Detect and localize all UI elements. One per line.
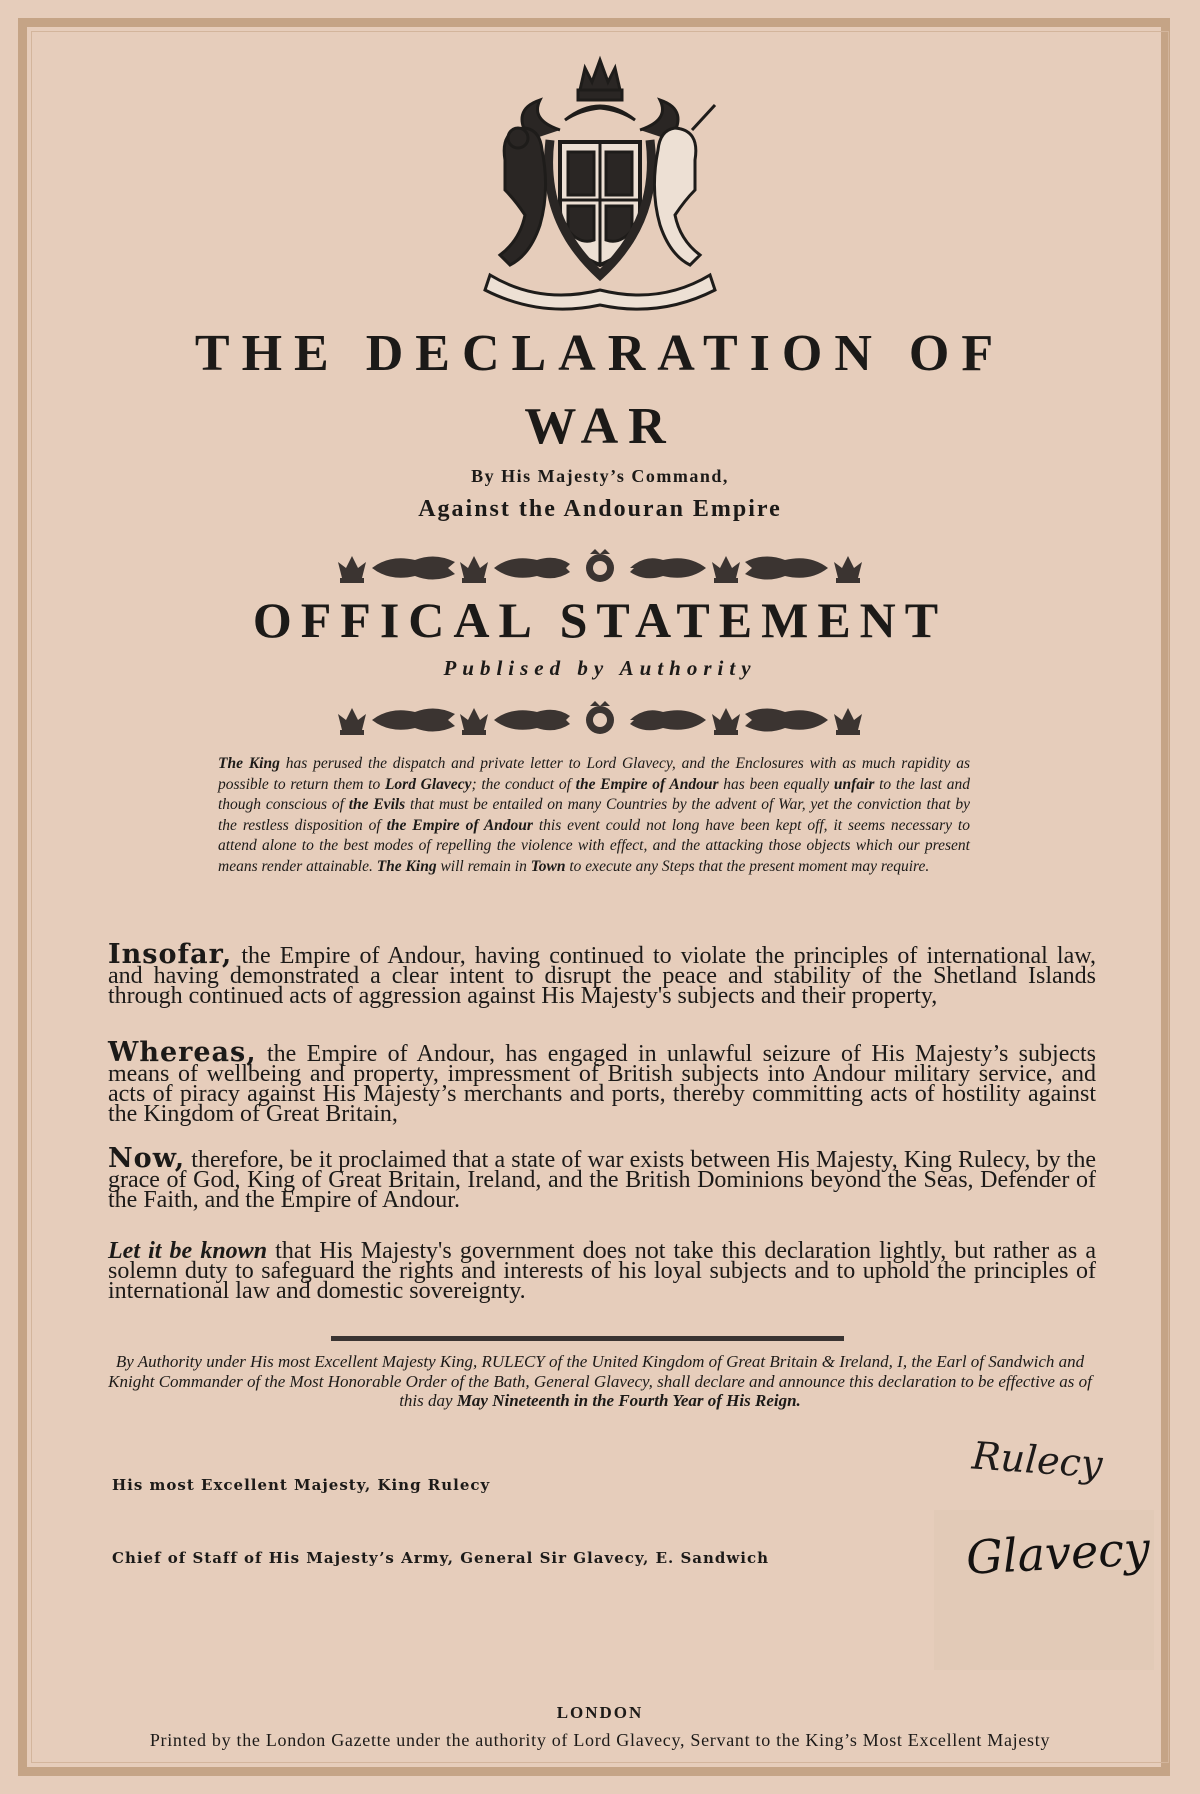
letter-text: will remain in: [436, 857, 531, 875]
royal-coat-of-arms-icon: [470, 50, 730, 312]
letter-bold: The King: [376, 857, 437, 875]
laurel-banner-icon: [630, 558, 706, 578]
official-statement-heading: OFFICAL STATEMENT: [252, 592, 948, 648]
document-title-line2: WAR: [524, 398, 676, 455]
ornament-divider-bottom: [330, 700, 870, 740]
crown-icon: [338, 556, 366, 583]
letter-text: this event could not long have been kept off, it seems necessary to attend alone to the best modes of repelling the violence with effect, and the attacking those objects which our present means render attainable.: [218, 816, 970, 875]
document-title-line1: THE DECLARATION OF: [194, 325, 1006, 382]
letter-bold: The King: [218, 755, 280, 772]
whereas-paragraph: [108, 1037, 1096, 1127]
king-signature-line: His most Excellent Majesty, King Rulecy: [112, 1476, 491, 1494]
letter-text: to execute any Steps that the present moment may require.: [565, 857, 930, 875]
kings-letter-paragraph: [218, 754, 970, 877]
letter-bold: the Empire of Andour: [575, 775, 719, 793]
letter-bold: Lord Glavecy: [384, 775, 472, 793]
paragraph-text: the Empire of Andour, has engaged in unlawful seizure of His Majesty’s subjects means of wellbeing and property, impressment of British subjects into Andour military service, and acts of piracy against His Majesty’s merchants and ports, thereby committing acts of hostility against the Kingdom of Great Britain,: [108, 1041, 1096, 1127]
royal-badge-icon: [586, 549, 614, 582]
laurel-banner-icon: [494, 558, 570, 579]
laurel-banner-icon: [494, 710, 570, 731]
footer-city: LONDON: [556, 1703, 644, 1722]
insofar-paragraph: [108, 939, 1096, 1009]
command-subtitle: By His Majesty’s Command,: [471, 466, 729, 486]
crown-icon: [338, 708, 366, 735]
letter-text: that must be entailed on many Countries by the advent of War, yet the conviction that by the restless disposition of: [218, 796, 971, 834]
ornament-divider-top: [330, 548, 870, 588]
footer-printed-by: Printed by the London Gazette under the authority of Lord Glavecy, Servant to the King’s Most Excellent Majesty: [149, 1730, 1051, 1750]
letter-text: has been equally: [718, 775, 834, 793]
letter-bold: Town: [530, 857, 566, 875]
authority-date: May Nineteenth in the Fourth Year of His Reign.: [456, 1391, 801, 1410]
paragraph-lead: Now,: [108, 1143, 186, 1174]
letter-bold: the Evils: [348, 796, 406, 813]
paragraph-lead: Whereas,: [108, 1037, 257, 1068]
king-handwritten-signature: Rulecy: [970, 1433, 1104, 1487]
laurel-banner-icon: [745, 556, 828, 579]
letter-bold: unfair: [833, 775, 875, 793]
royal-badge-icon: [586, 701, 614, 734]
general-handwritten-signature: Glavecy: [964, 1521, 1152, 1585]
divider-rule: [331, 1336, 844, 1341]
authority-paragraph: [104, 1352, 1096, 1411]
paragraph-text: therefore, be it proclaimed that a state of war exists between His Majesty, King Rulecy, by the grace of God, King of Great Britain, Ireland, and the British Dominions beyond the Seas, Defender of the Faith, and the Empire of Andour.: [108, 1147, 1096, 1213]
paragraph-text: the Empire of Andour, having continued to violate the principles of international law, and having demonstrated a clear intent to disrupt the peace and stability of the Shetland Islands through continued acts of aggression against His Majesty's subjects and their property,: [108, 943, 1096, 1009]
paragraph-text: that His Majesty's government does not take this declaration lightly, but rather as a solemn duty to safeguard the rights and interests of his loyal subjects and to uphold the principles of international law and domestic sovereignty.: [108, 1238, 1097, 1304]
paragraph-lead: Insofar,: [108, 939, 233, 970]
crown-icon: [712, 708, 740, 735]
crown-icon: [834, 556, 862, 583]
authority-text: By Authority under His most Excellent Majesty King, RULECY of the United Kingdom of Great Britain & Ireland, I, the Earl of Sandwich and Knight Commander of the Most Honorable Order of the Bath, General Glavecy, shall declare and announce this declaration to be effective as of this day: [108, 1352, 1092, 1410]
now-paragraph: [108, 1143, 1096, 1213]
letter-text: has perused the dispatch and private letter to Lord Glavecy, and the Enclosures with as much rapidity as possible to return them to: [218, 755, 971, 793]
letter-bold: the Empire of Andour: [386, 816, 533, 834]
crown-icon: [834, 708, 862, 735]
letter-text: ; the conduct of: [471, 775, 576, 793]
crown-icon: [460, 708, 488, 735]
laurel-banner-icon: [630, 710, 706, 730]
published-by-authority: Publised by Authority: [443, 656, 757, 680]
crown-icon: [460, 556, 488, 583]
laurel-banner-icon: [372, 556, 455, 579]
crown-icon: [712, 556, 740, 583]
against-subtitle: Against the Andouran Empire: [418, 496, 782, 522]
laurel-banner-icon: [745, 708, 828, 731]
general-signature-line: Chief of Staff of His Majesty’s Army, General Sir Glavecy, E. Sandwich: [112, 1549, 770, 1567]
let-it-be-known-paragraph: [108, 1238, 1097, 1304]
letter-text: to the last and though conscious of: [218, 775, 970, 813]
laurel-banner-icon: [372, 708, 455, 731]
paragraph-lead: Let it be known: [108, 1238, 268, 1264]
